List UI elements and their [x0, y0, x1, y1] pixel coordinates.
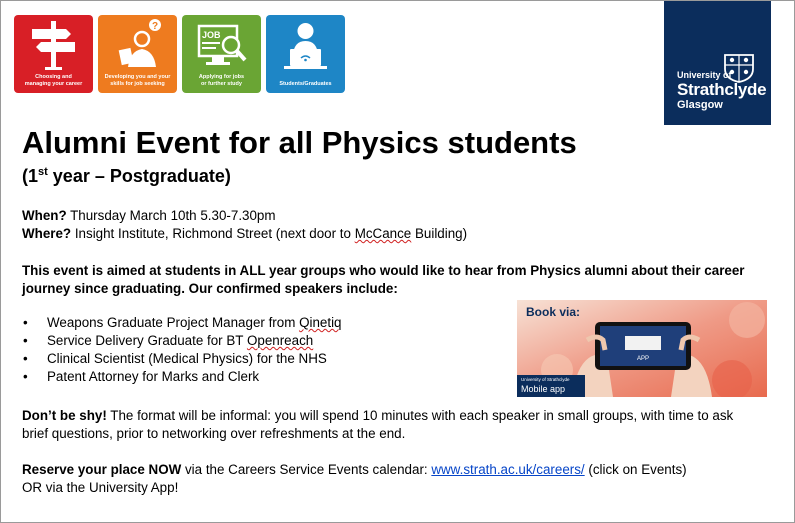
- tile-caption: Students/Graduates: [279, 80, 332, 87]
- careers-link[interactable]: www.strath.ac.uk/careers/: [431, 462, 585, 477]
- svg-text:APP: APP: [636, 356, 650, 362]
- tile-choosing-career[interactable]: [14, 15, 93, 93]
- book-via-app-banner[interactable]: [517, 300, 767, 397]
- signpost-icon: [14, 15, 93, 75]
- page-title: Alumni Event for all Physics students: [22, 125, 577, 160]
- when-text: Thursday March 10th 5.30-7.30pm: [66, 208, 276, 223]
- list-item: • Service Delivery Graduate for BT Openreach: [23, 333, 314, 348]
- tile-developing-skills[interactable]: [98, 15, 177, 93]
- intro-line-1: This event is aimed at students in ALL year groups who would like to hear from Physics alumni about their career: [22, 263, 745, 278]
- reserve-line: Reserve your place NOW via the Careers Service Events calendar: www.strath.ac.uk/careers/ (click on Events): [22, 462, 687, 477]
- reserve-line-2: OR via the University App!: [22, 480, 179, 495]
- tile-students-graduates[interactable]: [266, 15, 345, 93]
- dont-be-shy-label: Don’t be shy!: [22, 408, 107, 423]
- tile-applying-jobs[interactable]: [182, 15, 261, 93]
- speaker-list: [22, 314, 342, 386]
- when-line: [22, 207, 276, 225]
- job-search-icon: [182, 15, 261, 75]
- where-line: Where? Insight Institute, Richmond Street (next door to McCance Building): [22, 226, 468, 241]
- laptop-user-icon: [266, 15, 345, 75]
- mobile-app-badge: University of Strathclyde Mobile app: [517, 375, 585, 397]
- where-label: Where?: [22, 226, 72, 241]
- tile-caption: Applying for jobs or further study: [198, 74, 245, 87]
- page-subtitle: (1st year – Postgraduate): [22, 166, 231, 186]
- university-logo[interactable]: [664, 1, 771, 125]
- dont-be-shy-line-2: brief questions, prior to networking over refreshments at the end.: [22, 426, 406, 441]
- dont-be-shy-line-1: Don’t be shy! The format will be informal: you will spend 10 minutes with each speaker in small groups, with time to ask: [22, 408, 734, 423]
- when-label: When?: [22, 208, 67, 223]
- list-item: • Weapons Graduate Project Manager from Qinetiq: [23, 315, 342, 330]
- person-question-icon: [98, 15, 177, 75]
- list-item: • Clinical Scientist (Medical Physics) for the NHS: [23, 351, 327, 366]
- svg-text:?: ?: [151, 21, 159, 32]
- logo-line-2: Strathclyde: [677, 80, 767, 99]
- book-via-label: Book via:: [526, 305, 581, 319]
- svg-text:JOB: JOB: [202, 30, 221, 40]
- reserve-label: Reserve your place NOW: [22, 462, 182, 477]
- tile-caption: Choosing and managing your career: [24, 74, 83, 87]
- list-item: • Patent Attorney for Marks and Clerk: [23, 369, 260, 384]
- intro-line-2: journey since graduating. Our confirmed speakers include:: [22, 281, 398, 296]
- tile-caption: Developing you and your skills for job seeking: [104, 74, 171, 87]
- logo-line-3: Glasgow: [677, 99, 723, 111]
- logo-line-1: University of: [677, 70, 732, 80]
